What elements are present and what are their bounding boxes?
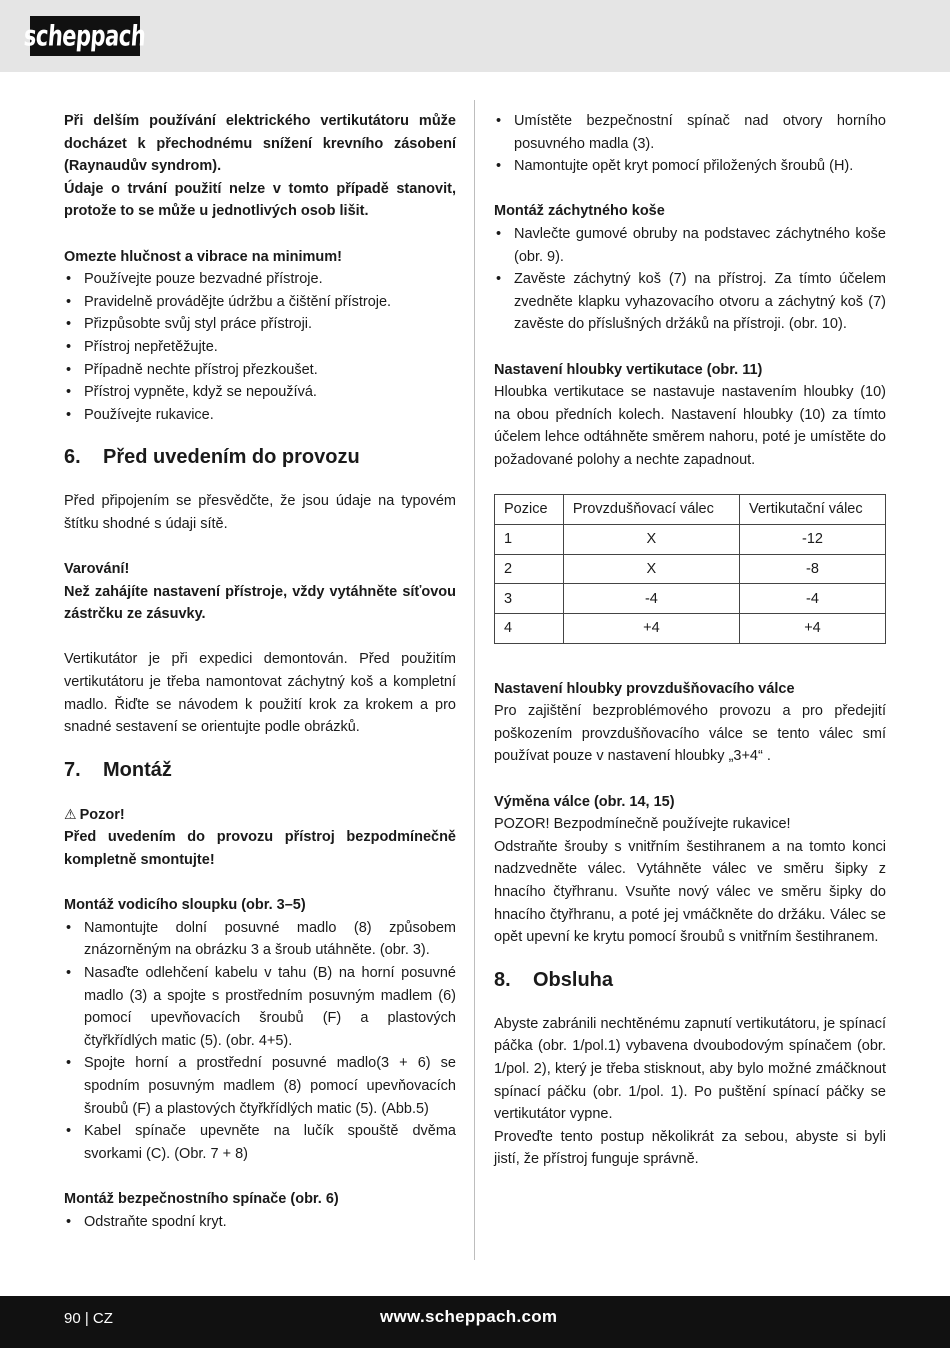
list-item: • Používejte pouze bezvadné přístroje.: [64, 268, 456, 291]
list-item: • Odstraňte spodní kryt.: [64, 1211, 456, 1234]
depth-table: [494, 494, 886, 644]
table-cell: -4: [563, 584, 739, 614]
table-cell: +4: [739, 614, 885, 644]
warning-label: Varování!: [64, 561, 130, 578]
section-6-heading: [64, 444, 456, 470]
guide-heading: Montáž vodicího sloupku (obr. 3–5): [64, 897, 306, 914]
guide-list: [64, 917, 456, 1166]
table-header-row: [495, 495, 886, 525]
section-6-paragraph: Před připojením se přesvědčte, že jsou údaje na typovém štítku shodné s údaji sítě.: [64, 493, 456, 532]
page-number: 90 | CZ: [64, 1310, 113, 1327]
list-item: • Přizpůsobte svůj styl práce přístroji.: [64, 313, 456, 336]
switch-heading: Montáž bezpečnostního spínače (obr. 6): [64, 1190, 339, 1207]
section-title: Před uvedením do provozu: [103, 446, 360, 469]
list-item: • Spojte horní a prostřední posuvné madlo(3 + 6) se spodním posuvným madlem (8) pomocí upevňovacích šroubů (F) a plastových čtyřkřídlých matic (5). (Abb.5): [64, 1052, 456, 1120]
noise-heading: Omezte hlučnost a vibrace na minimum!: [64, 248, 342, 265]
table-header-cell: Provzdušňovací válec: [563, 495, 739, 525]
caution-label: Pozor!: [79, 806, 125, 823]
table-row: [495, 554, 886, 584]
left-column: [64, 110, 456, 1233]
table-cell: 1: [495, 524, 564, 554]
list-item: • Nasaďte odlehčení kabelu v tahu (B) na horní posuvné madlo (3) a spojte s prostředním posuvným madlem (6) pomocí upevňovacích šroubů (F) a plastových čtyřkřídlých matic (5). (obr. 4+5).: [64, 962, 456, 1052]
switch-list: [64, 1211, 456, 1234]
basket-list: [494, 223, 886, 336]
column-divider: [474, 100, 475, 1260]
intro-text: Při delším používání elektrického vertikutátoru může docházet k přechodnému snížení krevního zásobení (Raynaudův syndrom).: [64, 113, 456, 175]
list-item: • Namontujte opět kryt pomocí přiložených šroubů (H).: [494, 155, 886, 178]
table-cell: +4: [563, 614, 739, 644]
section-number: 8.: [494, 968, 511, 991]
table-cell: -8: [739, 554, 885, 584]
intro-text-2: Údaje o trvání použití nelze v tomto případě stanovit, protože to se může u jednotlivých osob lišit.: [64, 180, 456, 220]
table-cell: -4: [739, 584, 885, 614]
section-8-paragraph-2: Proveďte tento postup několikrát za sebou, abyste si byli jistí, že přístroj funguje správně.: [494, 1128, 886, 1168]
list-item: • Umístěte bezpečnostní spínač nad otvory horního posuvného madla (3).: [494, 110, 886, 155]
header-bar: [0, 0, 950, 72]
table-row: [495, 524, 886, 554]
table-header-cell: Pozice: [495, 495, 564, 525]
table-cell: 4: [495, 614, 564, 644]
list-item: • Kabel spínače upevněte na lučík spouště dvěma svorkami (C). (Obr. 7 + 8): [64, 1120, 456, 1165]
section-title: Montáž: [103, 758, 172, 781]
section-number: 6.: [64, 446, 81, 469]
list-item: • Případně nechte přístroj přezkoušet.: [64, 359, 456, 382]
table-row: [495, 614, 886, 644]
section-8-paragraph: Abyste zabránili nechtěnému zapnutí vertikutátoru, je spínací páčka (obr. 1/pol.1) vybavena dvoubodovým spínačem (obr. 1/pol. 2), který je třeba stisknout, aby bylo možné zmáčknout spínací páčku (obr. 1/pol. 1). Po puštění spínací páčky se vertikutátor vypne.: [494, 1015, 886, 1123]
table-cell: X: [563, 554, 739, 584]
section-number: 7.: [64, 758, 81, 781]
section-7-heading: [64, 757, 456, 783]
table-header-cell: Vertikutační válec: [739, 495, 885, 525]
roller-text: Odstraňte šrouby s vnitřním šestihranem a na tomto konci nadzvedněte válec. Vytáhněte válec ve směru šipky z hnacího čtyřhranu. Vsuňte nový válec ve směru šipky do hnacího čtyřhranu, a poté jej vmáčkněte do držáku. Válec se opět upevní ke krytu pomocí šroubů s vnitřním šestihranem.: [494, 838, 886, 946]
aerator-heading: Nastavení hloubky provzdušňovacího válce: [494, 680, 795, 697]
list-item: • Namontujte dolní posuvné madlo (8) způsobem znázorněným na obrázku 3 a šroub utáhněte. (obr. 3).: [64, 917, 456, 962]
right-column: [494, 110, 886, 1171]
list-item: • Navlečte gumové obruby na podstavec záchytného koše (obr. 9).: [494, 223, 886, 268]
depth-heading: Nastavení hloubky vertikutace (obr. 11): [494, 361, 763, 378]
basket-heading: Montáž záchytného koše: [494, 203, 665, 220]
aerator-text: Pro zajištění bezproblémového provozu a pro předejití poškozením provzdušňovacího válce se tento válec smí používat pouze v nastavení hloubky „3+4“ .: [494, 703, 886, 765]
scheppach-logo: scheppach: [30, 16, 140, 56]
section-title: Obsluha: [533, 968, 614, 991]
depth-text: Hloubka vertikutace se nastavuje nastavením hloubky (10) na obou předních kolech. Nastavení hloubky (10) za tímto účelem lehce odtáhněte směrem nahoru, poté je umístěte do požadované polohy a nechte zapadnout.: [494, 384, 886, 468]
website-link[interactable]: www.scheppach.com: [380, 1307, 558, 1326]
roller-warning: POZOR! Bezpodmínečně používejte rukavice!: [494, 816, 791, 833]
table-cell: X: [563, 524, 739, 554]
table-cell: -12: [739, 524, 885, 554]
section-6-paragraph-2: Vertikutátor je při expedici demontován. Před použitím vertikutátoru je třeba namontovat záchytný koš a kompletní madlo. Řiďte se návodem k použití krok za krokem a pro snadné sestavení se orientujte podle obrázků.: [64, 651, 456, 736]
list-item: • Pravidelně provádějte údržbu a čištění přístroje.: [64, 291, 456, 314]
section-8-heading: [494, 967, 886, 993]
list-item: • Zavěste záchytný koš (7) na přístroj. Za tímto účelem zvedněte klapku vyhazovacího otvoru a záchytný koš (7) zavěste do příslušných držáků na přístroji. (obr. 10).: [494, 268, 886, 336]
list-item: • Přístroj vypněte, když se nepoužívá.: [64, 381, 456, 404]
list-item: • Přístroj nepřetěžujte.: [64, 336, 456, 359]
list-item: • Používejte rukavice.: [64, 404, 456, 427]
roller-heading: Výměna válce (obr. 14, 15): [494, 793, 675, 810]
warning-text: Než zahájíte nastavení přístroje, vždy vytáhněte síťovou zástrčku ze zásuvky.: [64, 583, 456, 623]
footer-bar: [0, 1296, 950, 1348]
table-row: [495, 584, 886, 614]
warning-triangle-icon: ⚠: [64, 805, 77, 822]
table-cell: 2: [495, 554, 564, 584]
switch-list-continued: [494, 110, 886, 178]
caution-text: Před uvedením do provozu přístroj bezpodmínečně kompletně smontujte!: [64, 829, 456, 869]
noise-list: [64, 268, 456, 426]
table-cell: 3: [495, 584, 564, 614]
caution-label-line: [64, 803, 456, 827]
